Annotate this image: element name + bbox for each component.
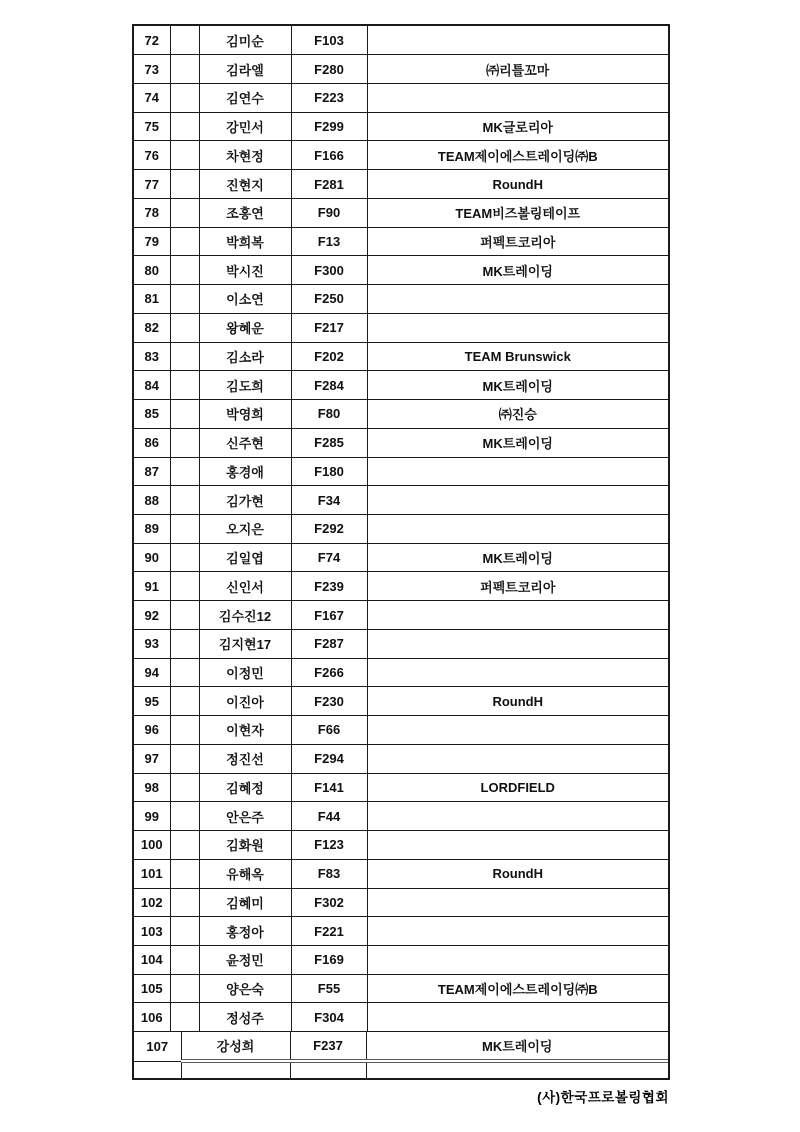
cell-code: F266 — [291, 658, 367, 687]
cell-name: 이소연 — [199, 285, 291, 314]
cell-name: 김화원 — [199, 831, 291, 860]
cell-no: 77 — [134, 170, 170, 199]
cell-name: 박영희 — [199, 400, 291, 429]
table-row — [134, 285, 668, 314]
table-row — [134, 227, 668, 256]
cell-no: 86 — [134, 428, 170, 457]
table-row — [134, 83, 668, 112]
cell-team — [367, 83, 668, 112]
cell-code: F250 — [291, 285, 367, 314]
cell-blank — [170, 543, 199, 572]
cell-blank — [170, 371, 199, 400]
cell-no: 96 — [134, 716, 170, 745]
cell-blank — [170, 112, 199, 141]
cell-blank — [170, 428, 199, 457]
cell-team — [367, 658, 668, 687]
cell-name: 김소라 — [199, 342, 291, 371]
cell-code: F230 — [291, 687, 367, 716]
table-row — [134, 198, 668, 227]
cell-team — [366, 1061, 668, 1078]
cell-code: F55 — [291, 974, 367, 1003]
table-row — [134, 457, 668, 486]
cell-blank — [170, 400, 199, 429]
cell-team: ㈜진승 — [367, 400, 668, 429]
cell-name: 강성희 — [181, 1032, 290, 1061]
cell-blank — [170, 601, 199, 630]
cell-blank — [170, 457, 199, 486]
cell-name: 홍경애 — [199, 457, 291, 486]
cell-no: 82 — [134, 313, 170, 342]
cell-no: 74 — [134, 83, 170, 112]
cell-name: 이정민 — [199, 658, 291, 687]
table-row — [134, 888, 668, 917]
cell-blank — [170, 55, 199, 84]
table-row — [134, 1032, 668, 1061]
table-row — [134, 859, 668, 888]
cell-team — [367, 744, 668, 773]
cell-blank — [170, 342, 199, 371]
cell-no: 95 — [134, 687, 170, 716]
cell-no: 94 — [134, 658, 170, 687]
table-row — [134, 55, 668, 84]
cell-name: 오지은 — [199, 514, 291, 543]
cell-blank — [170, 687, 199, 716]
cell-code: F34 — [291, 486, 367, 515]
cell-blank — [170, 859, 199, 888]
cell-name — [181, 1061, 290, 1078]
cell-no: 84 — [134, 371, 170, 400]
cell-name: 정성주 — [199, 1003, 291, 1032]
table-row — [134, 831, 668, 860]
cell-no: 97 — [134, 744, 170, 773]
cell-name: 김도희 — [199, 371, 291, 400]
cell-team: MK글로리아 — [367, 112, 668, 141]
cell-team: MK트레이딩 — [367, 256, 668, 285]
cell-blank — [170, 83, 199, 112]
cell-name: 김라엘 — [199, 55, 291, 84]
cell-name: 정진선 — [199, 744, 291, 773]
cell-name: 조홍연 — [199, 198, 291, 227]
cell-code: F299 — [291, 112, 367, 141]
cell-code: F169 — [291, 946, 367, 975]
cell-team: RoundH — [367, 687, 668, 716]
cell-code: F304 — [291, 1003, 367, 1032]
cell-team — [367, 831, 668, 860]
cell-no: 99 — [134, 802, 170, 831]
table-row — [134, 687, 668, 716]
cell-no: 87 — [134, 457, 170, 486]
cell-code: F287 — [291, 629, 367, 658]
cell-blank — [170, 313, 199, 342]
table-row — [134, 773, 668, 802]
cell-no: 104 — [134, 946, 170, 975]
cell-name: 안은주 — [199, 802, 291, 831]
cell-name: 이진아 — [199, 687, 291, 716]
table-row — [134, 601, 668, 630]
cell-no: 73 — [134, 55, 170, 84]
cell-no: 76 — [134, 141, 170, 170]
cell-no: 79 — [134, 227, 170, 256]
cell-blank — [170, 917, 199, 946]
cell-code: F80 — [291, 400, 367, 429]
cell-no: 101 — [134, 859, 170, 888]
cell-code: F180 — [291, 457, 367, 486]
cell-name: 윤정민 — [199, 946, 291, 975]
cell-team — [367, 802, 668, 831]
roster-table-main — [134, 26, 668, 1032]
cell-team — [367, 313, 668, 342]
cell-code: F281 — [291, 170, 367, 199]
cell-no: 106 — [134, 1003, 170, 1032]
cell-team: 퍼펙트코리아 — [367, 227, 668, 256]
cell-team — [367, 888, 668, 917]
cell-no: 93 — [134, 629, 170, 658]
cell-code: F141 — [291, 773, 367, 802]
cell-code: F239 — [291, 572, 367, 601]
cell-blank — [170, 773, 199, 802]
cell-team — [367, 716, 668, 745]
cell-name: 왕혜운 — [199, 313, 291, 342]
table-row — [134, 946, 668, 975]
cell-team: TEAM Brunswick — [367, 342, 668, 371]
cell-no: 105 — [134, 974, 170, 1003]
table-row — [134, 802, 668, 831]
cell-code: F237 — [290, 1032, 366, 1061]
cell-team: TEAM제이에스트레이딩㈜B — [367, 141, 668, 170]
cell-team: TEAM제이에스트레이딩㈜B — [367, 974, 668, 1003]
cell-code: F223 — [291, 83, 367, 112]
roster-table — [132, 24, 670, 1080]
roster-table-tail — [134, 1032, 668, 1078]
cell-code — [290, 1061, 366, 1078]
cell-no: 72 — [134, 26, 170, 55]
cell-name: 진현지 — [199, 170, 291, 199]
table-row — [134, 629, 668, 658]
cell-code: F44 — [291, 802, 367, 831]
cell-no: 81 — [134, 285, 170, 314]
table-row — [134, 141, 668, 170]
cell-team: RoundH — [367, 859, 668, 888]
cell-no: 90 — [134, 543, 170, 572]
table-row — [134, 170, 668, 199]
cell-blank — [170, 802, 199, 831]
table-row — [134, 26, 668, 55]
table-row — [134, 342, 668, 371]
cell-no: 100 — [134, 831, 170, 860]
cell-name: 차현정 — [199, 141, 291, 170]
table-row — [134, 917, 668, 946]
cell-blank — [170, 26, 199, 55]
table-row — [134, 974, 668, 1003]
table-row-empty — [134, 1061, 668, 1078]
cell-blank — [170, 198, 199, 227]
cell-blank — [170, 514, 199, 543]
cell-name: 김가현 — [199, 486, 291, 515]
cell-blank — [170, 285, 199, 314]
cell-code: F221 — [291, 917, 367, 946]
cell-no: 91 — [134, 572, 170, 601]
table-row — [134, 400, 668, 429]
cell-name: 강민서 — [199, 112, 291, 141]
cell-team: MK트레이딩 — [366, 1032, 668, 1061]
cell-code: F90 — [291, 198, 367, 227]
cell-blank — [170, 170, 199, 199]
cell-blank — [170, 1003, 199, 1032]
cell-team — [367, 601, 668, 630]
table-row — [134, 371, 668, 400]
cell-code: F302 — [291, 888, 367, 917]
cell-blank — [170, 629, 199, 658]
cell-blank — [170, 141, 199, 170]
cell-no — [134, 1061, 181, 1078]
cell-name: 김미순 — [199, 26, 291, 55]
cell-team: ㈜리틀꼬마 — [367, 55, 668, 84]
cell-code: F83 — [291, 859, 367, 888]
cell-team — [367, 457, 668, 486]
cell-blank — [170, 227, 199, 256]
table-row — [134, 486, 668, 515]
table-row — [134, 112, 668, 141]
cell-team — [367, 946, 668, 975]
cell-name: 박시진 — [199, 256, 291, 285]
table-row — [134, 1003, 668, 1032]
cell-name: 이현자 — [199, 716, 291, 745]
cell-team: RoundH — [367, 170, 668, 199]
table-row — [134, 716, 668, 745]
cell-name: 신주현 — [199, 428, 291, 457]
cell-team — [367, 285, 668, 314]
cell-code: F285 — [291, 428, 367, 457]
cell-name: 박희복 — [199, 227, 291, 256]
cell-name: 김연수 — [199, 83, 291, 112]
cell-team: 퍼펙트코리아 — [367, 572, 668, 601]
cell-code: F167 — [291, 601, 367, 630]
cell-blank — [170, 486, 199, 515]
cell-no: 83 — [134, 342, 170, 371]
cell-blank — [170, 658, 199, 687]
cell-name: 김혜정 — [199, 773, 291, 802]
cell-team — [367, 514, 668, 543]
cell-name: 김혜미 — [199, 888, 291, 917]
cell-team — [367, 26, 668, 55]
cell-team — [367, 486, 668, 515]
cell-code: F294 — [291, 744, 367, 773]
cell-code: F166 — [291, 141, 367, 170]
table-row — [134, 313, 668, 342]
cell-no: 92 — [134, 601, 170, 630]
cell-no: 107 — [134, 1032, 181, 1061]
cell-team: MK트레이딩 — [367, 371, 668, 400]
cell-code: F284 — [291, 371, 367, 400]
cell-code: F66 — [291, 716, 367, 745]
cell-team: MK트레이딩 — [367, 543, 668, 572]
cell-team: LORDFIELD — [367, 773, 668, 802]
cell-team — [367, 1003, 668, 1032]
table-row — [134, 658, 668, 687]
cell-team — [367, 629, 668, 658]
cell-no: 98 — [134, 773, 170, 802]
cell-no: 89 — [134, 514, 170, 543]
cell-code: F13 — [291, 227, 367, 256]
cell-team: TEAM비즈볼링테이프 — [367, 198, 668, 227]
cell-blank — [170, 716, 199, 745]
cell-team — [367, 917, 668, 946]
cell-team: MK트레이딩 — [367, 428, 668, 457]
cell-name: 김일엽 — [199, 543, 291, 572]
cell-blank — [170, 888, 199, 917]
cell-code: F217 — [291, 313, 367, 342]
cell-no: 103 — [134, 917, 170, 946]
cell-blank — [170, 256, 199, 285]
cell-name: 김지현17 — [199, 629, 291, 658]
cell-code: F292 — [291, 514, 367, 543]
cell-code: F103 — [291, 26, 367, 55]
cell-blank — [170, 974, 199, 1003]
cell-no: 78 — [134, 198, 170, 227]
cell-blank — [170, 831, 199, 860]
cell-code: F74 — [291, 543, 367, 572]
cell-name: 홍정아 — [199, 917, 291, 946]
table-row — [134, 744, 668, 773]
table-row — [134, 256, 668, 285]
footer-org-label: (사)한국프로볼링협회 — [537, 1090, 669, 1105]
table-row — [134, 428, 668, 457]
cell-code: F202 — [291, 342, 367, 371]
cell-name: 신인서 — [199, 572, 291, 601]
cell-blank — [170, 572, 199, 601]
cell-name: 김수진12 — [199, 601, 291, 630]
cell-name: 유해옥 — [199, 859, 291, 888]
cell-no: 102 — [134, 888, 170, 917]
cell-code: F123 — [291, 831, 367, 860]
cell-no: 75 — [134, 112, 170, 141]
table-row — [134, 514, 668, 543]
cell-code: F300 — [291, 256, 367, 285]
cell-no: 88 — [134, 486, 170, 515]
cell-no: 85 — [134, 400, 170, 429]
cell-code: F280 — [291, 55, 367, 84]
cell-name: 양은숙 — [199, 974, 291, 1003]
table-row — [134, 543, 668, 572]
cell-blank — [170, 744, 199, 773]
cell-blank — [170, 946, 199, 975]
cell-no: 80 — [134, 256, 170, 285]
table-row — [134, 572, 668, 601]
